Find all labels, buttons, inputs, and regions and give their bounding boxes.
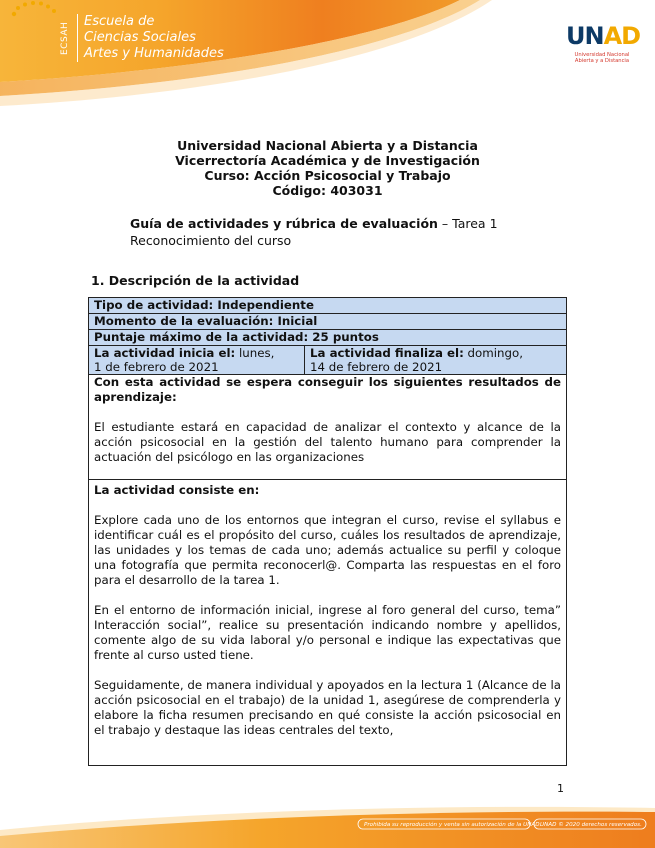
activity-paragraph: Seguidamente, de manera individual y apoyados en la lectura 1 (Alcance de la acción psicosocial en el trabajo) de la unidad 1, asegúrese de comprenderla y elabore la ficha resumen precisando en qué consiste la acción psicosocial en el trabajo y destaque las ideas centrales del texto, xyxy=(94,678,561,737)
activity-paragraph: Explore cada uno de los entornos que integran el curso, revise el syllabus e identificar cuál es el propósito del curso, cuáles los resultados de aprendizaje, las unidades y los temas de cada uno; además actualice su perfil y coloque una fotografía que permita reconocerl@. Comparta las respuestas en el foro para el desarrollo de la tarea 1. xyxy=(94,513,561,587)
course-code: Código: 403031 xyxy=(272,183,383,198)
footer-banner xyxy=(0,800,655,848)
unad-wordmark xyxy=(566,22,640,50)
activity-description-cell xyxy=(89,480,567,766)
school-name xyxy=(84,14,224,62)
activity-table xyxy=(88,297,567,766)
header-banner xyxy=(0,0,655,120)
learning-outcomes-cell xyxy=(89,375,567,480)
start-date-label: La actividad inicia el: xyxy=(94,346,236,360)
ecsah-divider xyxy=(77,14,78,62)
school-line: Artes y Humanidades xyxy=(84,46,224,61)
document-titles xyxy=(0,138,655,198)
unad-logo-icon xyxy=(0,0,76,60)
page-number: 1 xyxy=(557,782,564,795)
end-date-value: 14 de febrero de 2021 xyxy=(310,360,443,374)
guide-subtitle: Reconocimiento del curso xyxy=(130,233,292,248)
footer-copyright-notice: Prohibida su reproducción y venta sin autorización de la UNAD. xyxy=(364,822,542,828)
activity-consists-title: La actividad consiste en: xyxy=(94,483,260,497)
ecsah-label: ECSAH xyxy=(60,21,70,55)
unad-wordmark-ad: AD xyxy=(603,22,641,50)
max-score-cell: Puntaje máximo de la actividad: 25 puntos xyxy=(89,330,567,346)
evaluation-moment-cell: Momento de la evaluación: Inicial xyxy=(89,314,567,330)
learning-outcomes-text: El estudiante estará en capacidad de analizar el contexto y alcance de la acción psicosocial en la gestión del talento humano para comprender la actuación del psicólogo en las organizaciones xyxy=(94,420,561,464)
vice-rectory-title: Vicerrectoría Académica y de Investigación xyxy=(175,153,480,168)
end-date-day: domingo, xyxy=(463,346,523,360)
learning-outcomes-title: Con esta actividad se espera conseguir los siguientes resultados de aprendizaje: xyxy=(94,375,561,404)
footer-rights: UNAD © 2020 derechos reservados. xyxy=(540,822,642,828)
guide-title-bold: Guía de actividades y rúbrica de evaluación xyxy=(130,216,438,231)
activity-type-cell: Tipo de actividad: Independiente xyxy=(89,298,567,314)
guide-heading xyxy=(130,215,498,249)
unad-subtitle: Universidad Nacional Abierta y a Distancia xyxy=(574,52,630,64)
activity-paragraph: En el entorno de información inicial, ingrese al foro general del curso, tema” Interacción social”, realice su presentación indicando nombre y apellidos, comente algo de su vida laboral y/o personal e indique las expectativas que frente al curso usted tiene. xyxy=(94,603,561,662)
end-date-label: La actividad finaliza el: xyxy=(310,346,464,360)
end-date-cell xyxy=(305,346,567,375)
school-line: Ciencias Sociales xyxy=(84,30,196,45)
start-date-day: lunes, xyxy=(235,346,275,360)
guide-title-rest: – Tarea 1 xyxy=(437,216,498,231)
unad-wordmark-un: UN xyxy=(566,22,604,50)
section-title: 1. Descripción de la actividad xyxy=(91,273,300,288)
course-title: Curso: Acción Psicosocial y Trabajo xyxy=(204,168,451,183)
start-date-value: 1 de febrero de 2021 xyxy=(94,360,219,374)
start-date-cell xyxy=(89,346,305,375)
school-line: Escuela de xyxy=(84,14,155,29)
university-title: Universidad Nacional Abierta y a Distancia xyxy=(177,138,478,153)
